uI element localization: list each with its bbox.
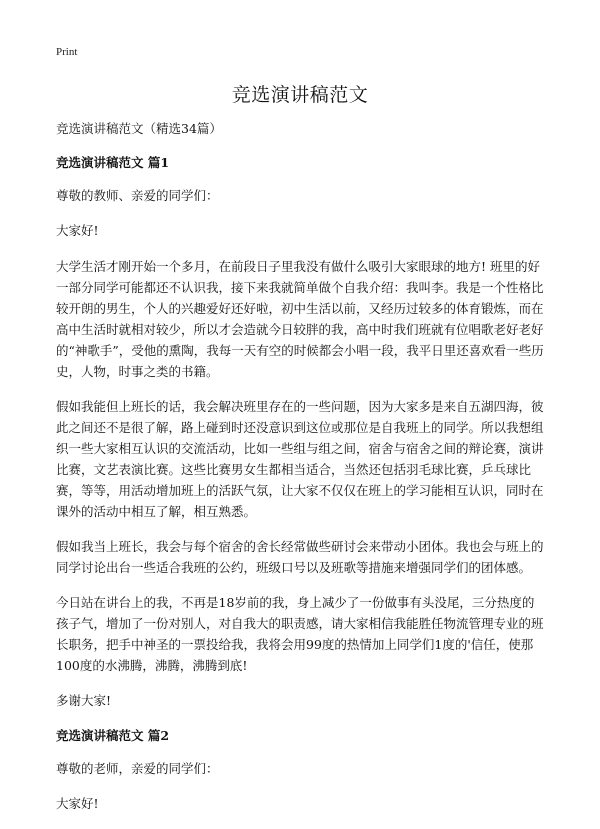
document-subtitle: 竞选演讲稿范文（精选34篇） xyxy=(56,121,222,136)
salutation: 尊敬的教师、亲爱的同学们： xyxy=(56,188,219,203)
greeting: 大家好! xyxy=(56,223,99,238)
body-paragraph: 大学生活才刚开始一个多月，在前段日子里我没有做什么吸引大家眼球的地方! 班里的好一部分同学可能都还不认识我，接下来我就简单做个自我介绍：我叫李。我是一个性格比较开朗的男生，个人的兴趣爱好还好啦，初中生活以前，又经历过较多的体育锻炼，而在高中生活时就相对较少，所以才会造就今日较胖的我，高中时我们班就有位唱歌老好老好的“神歌手”，受他的熏陶，我每一天有空的时候都会小唱一段，我平日里还喜欢看一些历史，人物，时事之类的书籍。 xyxy=(56,259,544,379)
document-body xyxy=(56,118,546,829)
section-heading: 竞选演讲稿范文 篇1 xyxy=(56,155,170,170)
body-paragraph: 今日站在讲台上的我，不再是18岁前的我，身上减少了一份做事有头没尾，三分热度的孩子气，增加了一份对别人，对自我大的职责感，请大家相信我能胜任物流管理专业的班长职务，把手中神圣的一票投给我，我将会用99度的热情加上同学们1度的'信任，使那100度的水沸腾，沸腾，沸腾到底! xyxy=(56,595,544,673)
salutation: 尊敬的老师，亲爱的同学们： xyxy=(56,761,219,776)
greeting: 大家好! xyxy=(56,796,99,811)
section-heading: 竞选演讲稿范文 篇2 xyxy=(56,728,170,743)
document-title: 竞选演讲稿范文 xyxy=(231,84,369,106)
body-paragraph: 假如我能但上班长的话，我会解决班里存在的一些问题，因为大家多是来自五湖四海，彼此之间还不是很了解，路上碰到时还没意识到这位或那位是自我班上的同学。所以我想组织一些大家相互认识的交流活动，比如一些组与组之间，宿舍与宿舍之间的辩论赛，演讲比赛，文艺表演比赛。这些比赛男女生都相当适合，当然还包括羽毛球比赛，乒乓球比赛，等等，用活动增加班上的活跃气氛，让大家不仅仅在班上的学习能相互认识，同时在课外的活动中相互了解，相互熟悉。 xyxy=(56,399,544,519)
print-link[interactable]: Print xyxy=(56,46,78,58)
closing: 多谢大家! xyxy=(56,693,112,708)
body-paragraph: 假如我当上班长，我会与每个宿舍的舍长经常做些研讨会来带动小团体。我也会与班上的同学讨论出台一些适合我班的公约，班级口号以及班歌等措施来增强同学们的团体感。 xyxy=(56,539,544,575)
